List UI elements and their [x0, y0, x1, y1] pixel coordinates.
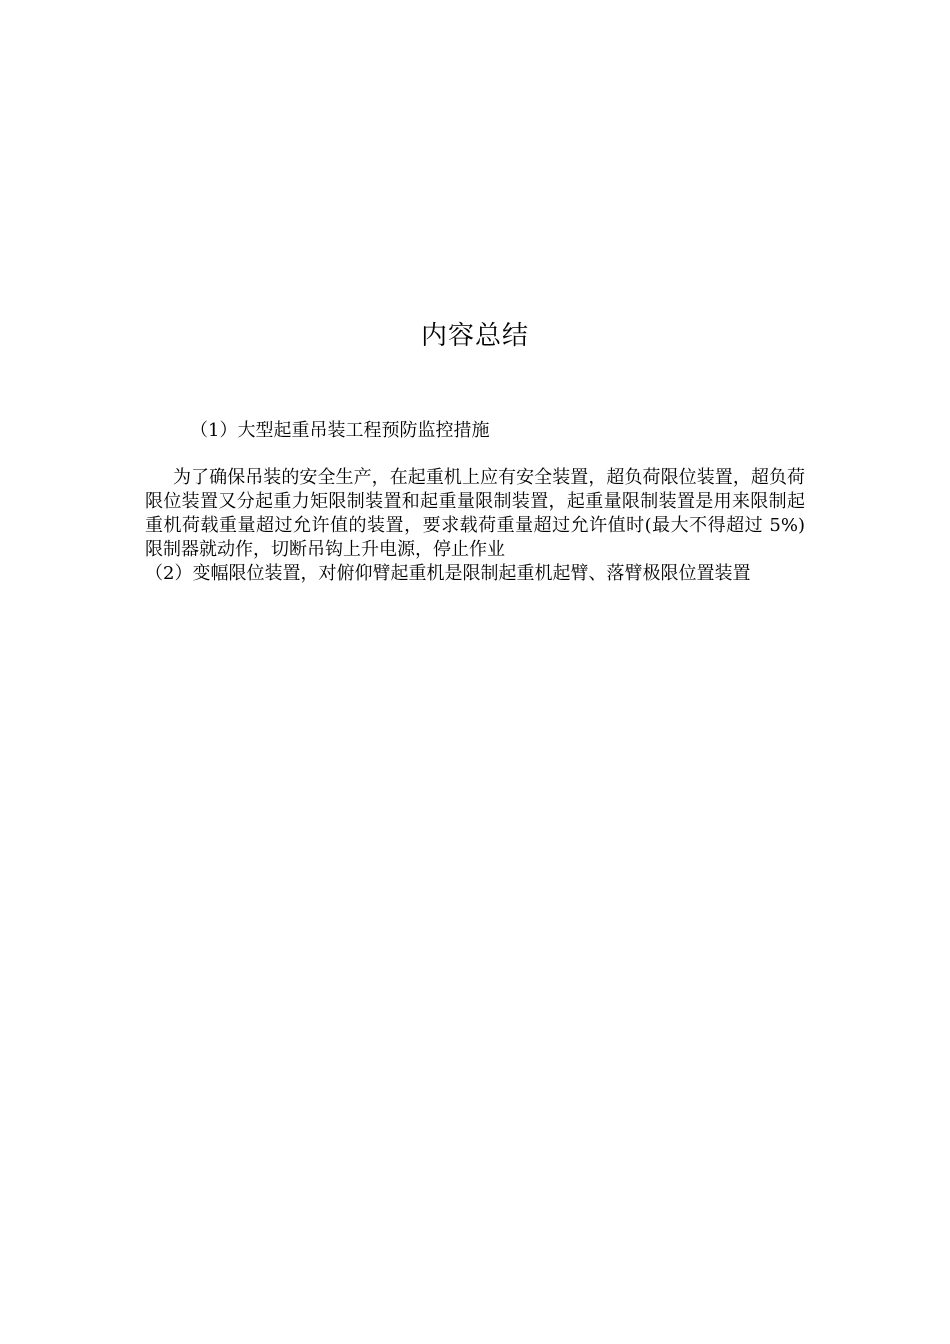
paragraph: （2）变幅限位装置，对俯仰臂起重机是限制起重机起臂、落臂极限位置装置	[145, 563, 751, 584]
page-title: 内容总结	[420, 321, 529, 351]
section-heading: （1）大型起重吊装工程预防监控措施	[190, 420, 490, 441]
body-text	[145, 466, 805, 586]
paragraph: 为了确保吊装的安全生产，在起重机上应有安全装置，超负荷限位装置，超负荷限位装置又分起重力矩限制装置和起重量限制装置，起重量限制装置是用来限制起重机荷载重量超过允许值的装置，要求载荷重量超过允许值时(最大不得超过 5%)限制器就动作，切断吊钩上升电源，停止作业	[145, 467, 805, 560]
